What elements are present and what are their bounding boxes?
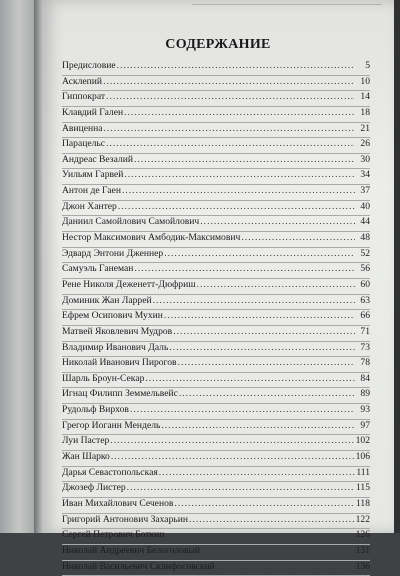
toc-entry-page: 97 bbox=[356, 420, 370, 431]
toc-entry-title: Грегор Иоганн Мендель bbox=[62, 420, 160, 431]
dot-leader bbox=[124, 107, 355, 118]
dot-leader bbox=[153, 295, 355, 306]
toc-entry bbox=[62, 529, 370, 545]
toc-entry bbox=[62, 107, 370, 123]
toc-entry bbox=[62, 435, 370, 451]
dot-leader bbox=[118, 201, 355, 212]
toc-entry-title: Дарья Севастопольская bbox=[62, 467, 158, 478]
toc-entry bbox=[62, 404, 370, 420]
toc-entry-page: 93 bbox=[356, 404, 370, 415]
contents-page bbox=[42, 0, 394, 533]
toc-entry-title: Николай Иванович Пирогов bbox=[62, 357, 177, 368]
dot-leader bbox=[201, 545, 355, 556]
toc-entry bbox=[62, 514, 370, 530]
toc-entry-page: 111 bbox=[356, 467, 370, 478]
dot-leader bbox=[111, 451, 355, 462]
toc-entry bbox=[62, 373, 370, 389]
dot-leader bbox=[106, 91, 355, 102]
toc-entry bbox=[62, 545, 370, 561]
dot-leader bbox=[110, 435, 354, 446]
toc-entry bbox=[62, 232, 370, 248]
toc-entry-page: 52 bbox=[356, 248, 370, 259]
dot-leader bbox=[122, 185, 355, 196]
dot-leader bbox=[106, 138, 355, 149]
toc-entry-page: 14 bbox=[356, 91, 370, 102]
toc-entry-title: Парацельс bbox=[62, 138, 105, 149]
dot-leader bbox=[165, 529, 354, 540]
toc-entry-title: Авиценна bbox=[62, 123, 103, 134]
toc-entry-title: Асклепий bbox=[62, 76, 102, 87]
toc-entry-page: 48 bbox=[356, 232, 370, 243]
toc-entry-title: Николай Васильевич Склифосовский bbox=[62, 561, 215, 572]
dot-leader bbox=[124, 169, 355, 180]
toc-entry bbox=[62, 498, 370, 514]
toc-entry bbox=[62, 326, 370, 342]
toc-entry-page: 34 bbox=[356, 169, 370, 180]
dot-leader bbox=[241, 232, 355, 243]
dot-leader bbox=[164, 310, 355, 321]
toc-entry bbox=[62, 561, 370, 576]
toc-entry bbox=[62, 248, 370, 264]
facing-page-edge bbox=[0, 0, 34, 533]
toc-entry-page: 63 bbox=[356, 295, 370, 306]
toc-entry bbox=[62, 91, 370, 107]
toc-entry-title: Владимир Иванович Даль bbox=[62, 342, 168, 353]
dot-leader bbox=[174, 498, 355, 509]
page-title: СОДЕРЖАНИЕ bbox=[42, 37, 394, 53]
toc-entry-title: Предисловие bbox=[62, 60, 116, 71]
toc-entry bbox=[62, 154, 370, 170]
toc-entry-page: 84 bbox=[356, 373, 370, 384]
book-gutter bbox=[34, 0, 42, 533]
dot-leader bbox=[179, 388, 355, 399]
toc-entry-page: 26 bbox=[356, 138, 370, 149]
toc-entry-page: 78 bbox=[356, 357, 370, 368]
toc-entry-title: Джозеф Листер bbox=[62, 482, 126, 493]
toc-entry-page: 89 bbox=[356, 388, 370, 399]
dot-leader bbox=[130, 404, 355, 415]
dot-leader bbox=[197, 279, 355, 290]
toc-entry-title: Ефрем Осипович Мухин bbox=[62, 310, 163, 321]
toc-entry bbox=[62, 310, 370, 326]
toc-entry-title: Джон Хантер bbox=[62, 201, 117, 212]
dot-leader bbox=[159, 467, 355, 478]
dot-leader bbox=[161, 420, 355, 431]
dot-leader bbox=[216, 561, 355, 572]
toc-entry-page: 56 bbox=[356, 263, 370, 274]
toc-entry bbox=[62, 138, 370, 154]
toc-entry-page: 118 bbox=[356, 498, 370, 509]
toc-entry-page: 5 bbox=[356, 60, 370, 71]
toc-entry-page: 44 bbox=[356, 216, 370, 227]
dot-leader bbox=[145, 373, 355, 384]
toc-entry bbox=[62, 201, 370, 217]
dot-leader bbox=[103, 76, 355, 87]
toc-entry bbox=[62, 388, 370, 404]
toc-entry-title: Луи Пастер bbox=[62, 435, 109, 446]
toc-entry bbox=[62, 467, 370, 483]
toc-entry bbox=[62, 357, 370, 373]
toc-entry-page: 126 bbox=[356, 529, 370, 540]
toc-entry-title: Матвей Яковлевич Мудров bbox=[62, 326, 172, 337]
toc-entry-title: Клавдий Гален bbox=[62, 107, 123, 118]
toc-entry bbox=[62, 451, 370, 467]
toc-entry-title: Сергей Петрович Боткин bbox=[62, 529, 164, 540]
toc-entry-page: 131 bbox=[356, 545, 370, 556]
dot-leader bbox=[134, 263, 355, 274]
background-edge bbox=[394, 0, 400, 533]
toc-entry-page: 136 bbox=[356, 561, 370, 572]
toc-entry-page: 10 bbox=[356, 76, 370, 87]
toc-entry-title: Шарль Броун-Секар bbox=[62, 373, 144, 384]
toc-entry bbox=[62, 263, 370, 279]
toc-entry-page: 115 bbox=[356, 482, 370, 493]
toc-entry bbox=[62, 295, 370, 311]
toc-entry-page: 73 bbox=[356, 342, 370, 353]
toc-entry-title: Самуэль Ганеман bbox=[62, 263, 133, 274]
dot-leader bbox=[134, 154, 355, 165]
toc-entry-title: Николай Андреевич Белоголовый bbox=[62, 545, 200, 556]
toc-entry-page: 37 bbox=[356, 185, 370, 196]
dot-leader bbox=[127, 482, 355, 493]
dot-leader bbox=[164, 248, 355, 259]
toc-entry-title: Эдвард Энтони Дженнер bbox=[62, 248, 163, 259]
dot-leader bbox=[117, 60, 355, 71]
toc-entry-title: Уильям Гарвей bbox=[62, 169, 123, 180]
toc-entry bbox=[62, 279, 370, 295]
toc-entry-title: Григорий Антонович Захарьин bbox=[62, 514, 188, 525]
toc-entry-title: Даниил Самойлович Самойлович bbox=[62, 216, 199, 227]
dot-leader bbox=[104, 123, 355, 134]
toc-entry bbox=[62, 185, 370, 201]
toc-entry-page: 66 bbox=[356, 310, 370, 321]
toc-entry-page: 40 bbox=[356, 201, 370, 212]
toc-entry-page: 106 bbox=[356, 451, 370, 462]
table-of-contents bbox=[62, 60, 370, 576]
toc-entry-page: 71 bbox=[356, 326, 370, 337]
toc-entry-title: Гиппократ bbox=[62, 91, 105, 102]
toc-entry-page: 18 bbox=[356, 107, 370, 118]
dot-leader bbox=[173, 326, 355, 337]
toc-entry bbox=[62, 60, 370, 76]
toc-entry bbox=[62, 216, 370, 232]
toc-entry-title: Жан Шарко bbox=[62, 451, 110, 462]
toc-entry-title: Доминик Жан Ларрей bbox=[62, 295, 152, 306]
toc-entry-page: 60 bbox=[356, 279, 370, 290]
dot-leader bbox=[178, 357, 355, 368]
toc-entry-title: Андреас Везалий bbox=[62, 154, 133, 165]
toc-entry bbox=[62, 123, 370, 139]
toc-entry-title: Иван Михайлович Сеченов bbox=[62, 498, 173, 509]
toc-entry-title: Нестор Максимович Амбодик-Максимович bbox=[62, 232, 240, 243]
toc-entry-title: Рудольф Вирхов bbox=[62, 404, 129, 415]
dot-leader bbox=[189, 514, 355, 525]
dot-leader bbox=[200, 216, 355, 227]
toc-entry bbox=[62, 482, 370, 498]
toc-entry-title: Антон де Гаен bbox=[62, 185, 121, 196]
show-through-rule bbox=[192, 4, 382, 5]
toc-entry-page: 21 bbox=[356, 123, 370, 134]
toc-entry bbox=[62, 420, 370, 436]
toc-entry bbox=[62, 342, 370, 358]
toc-entry bbox=[62, 169, 370, 185]
toc-entry-title: Игнац Филипп Земмельвейс bbox=[62, 388, 178, 399]
toc-entry bbox=[62, 76, 370, 92]
toc-entry-title: Рене Николя Деженетт-Дюфриш bbox=[62, 279, 196, 290]
toc-entry-page: 122 bbox=[356, 514, 370, 525]
dot-leader bbox=[169, 342, 355, 353]
toc-entry-page: 30 bbox=[356, 154, 370, 165]
toc-entry-page: 102 bbox=[356, 435, 370, 446]
